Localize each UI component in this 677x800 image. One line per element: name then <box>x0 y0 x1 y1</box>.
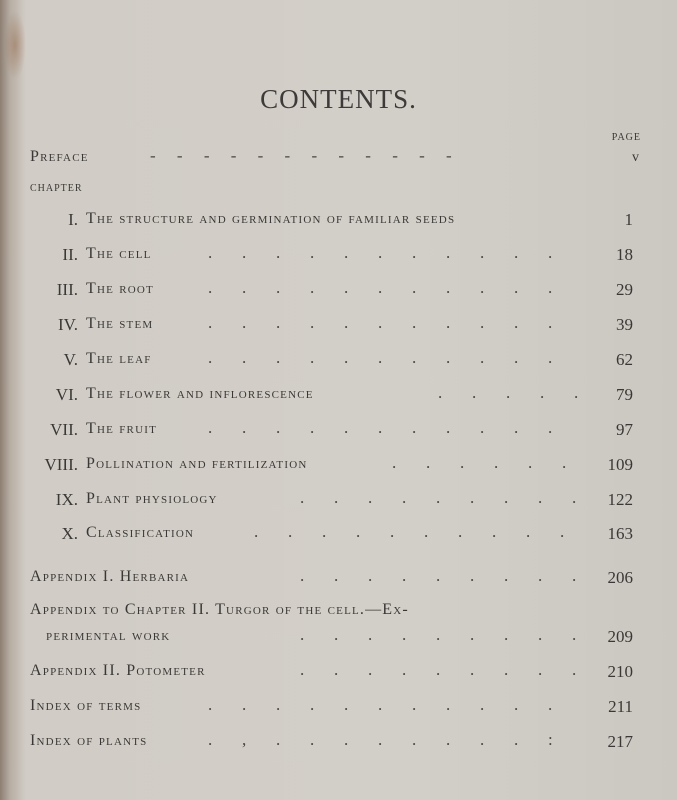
appendix-label-continued: perimental work <box>46 627 171 644</box>
chapter-title: The stem <box>86 315 154 332</box>
dot-leader: . . . . . <box>438 383 579 402</box>
chapter-title: The leaf <box>86 350 152 367</box>
appendix-page: 210 <box>607 662 633 681</box>
chapter-number: IV. <box>58 315 78 334</box>
dot-leader: . . . . . . <box>392 453 567 472</box>
dot-leader: . . . . . . . . . . . <box>208 348 553 367</box>
dot-leader: . . . . . . . . . . . <box>208 243 553 262</box>
appendix-page: 209 <box>607 627 633 646</box>
preface-leader: - - - - - - - - - - - - <box>150 146 452 165</box>
chapter-title: The fruit <box>86 420 158 437</box>
index-label: Index of terms <box>30 697 142 714</box>
index-label: Index of plants <box>30 732 148 749</box>
chapter-title: Pollination and fertilization <box>86 455 308 472</box>
chapter-number: X. <box>61 524 78 543</box>
chapter-title: Plant physiology <box>86 490 218 507</box>
chapter-page: 109 <box>607 455 633 474</box>
dot-leader: . , . . . . . . . . : <box>208 730 553 749</box>
chapter-page: 39 <box>616 315 633 334</box>
chapter-title: The root <box>86 280 154 297</box>
chapter-page: 29 <box>616 280 633 299</box>
dot-leader: . . . . . . . . . . <box>254 522 565 541</box>
chapter-page: 79 <box>616 385 633 404</box>
dot-leader: . . . . . . . . . . . <box>208 695 553 714</box>
dot-leader: . . . . . . . . . <box>300 660 577 679</box>
chapter-page: 122 <box>607 490 633 509</box>
page-stain <box>4 10 26 80</box>
chapter-number: VIII. <box>44 455 78 474</box>
chapter-number: III. <box>56 280 78 299</box>
chapter-title: The cell <box>86 245 152 262</box>
chapter-page: 62 <box>616 350 633 369</box>
chapter-title: The structure and germination of familiar seeds <box>86 210 456 227</box>
chapter-number: V. <box>63 350 78 369</box>
chapter-number: II. <box>62 245 78 264</box>
appendix-label: Appendix to Chapter II. Turgor of the cell.—Ex- <box>30 601 409 618</box>
page-column-header: PAGE <box>611 132 641 143</box>
index-page: 211 <box>608 697 633 716</box>
chapter-page: 163 <box>607 524 633 543</box>
chapter-title: Classification <box>86 524 195 541</box>
preface-page: v <box>632 150 639 165</box>
chapter-title: The flower and inflorescence <box>86 385 314 402</box>
preface-label: Preface <box>30 148 89 165</box>
chapter-number: IX. <box>55 490 78 509</box>
chapter-page: 18 <box>616 245 633 264</box>
dot-leader: . . . . . . . . . . . <box>208 313 553 332</box>
chapter-number: VII. <box>50 420 78 439</box>
chapter-number: I. <box>68 210 78 229</box>
page-title: CONTENTS. <box>260 84 417 114</box>
index-page: 217 <box>607 732 633 751</box>
appendix-label: Appendix II. Potometer <box>30 662 206 679</box>
dot-leader: . . . . . . . . . . . <box>208 278 553 297</box>
dot-leader: . . . . . . . . . <box>300 566 577 585</box>
chapter-number: VI. <box>55 385 78 404</box>
appendix-page: 206 <box>607 568 633 587</box>
dot-leader: . . . . . . . . . . . <box>208 418 553 437</box>
dot-leader: . . . . . . . . . <box>300 625 577 644</box>
chapter-page: 97 <box>616 420 633 439</box>
appendix-label: Appendix I. Herbaria <box>30 568 190 585</box>
chapter-page: 1 <box>624 210 633 229</box>
chapter-column-header: CHAPTER <box>30 183 83 194</box>
dot-leader: . . . . . . . . . <box>300 488 577 507</box>
